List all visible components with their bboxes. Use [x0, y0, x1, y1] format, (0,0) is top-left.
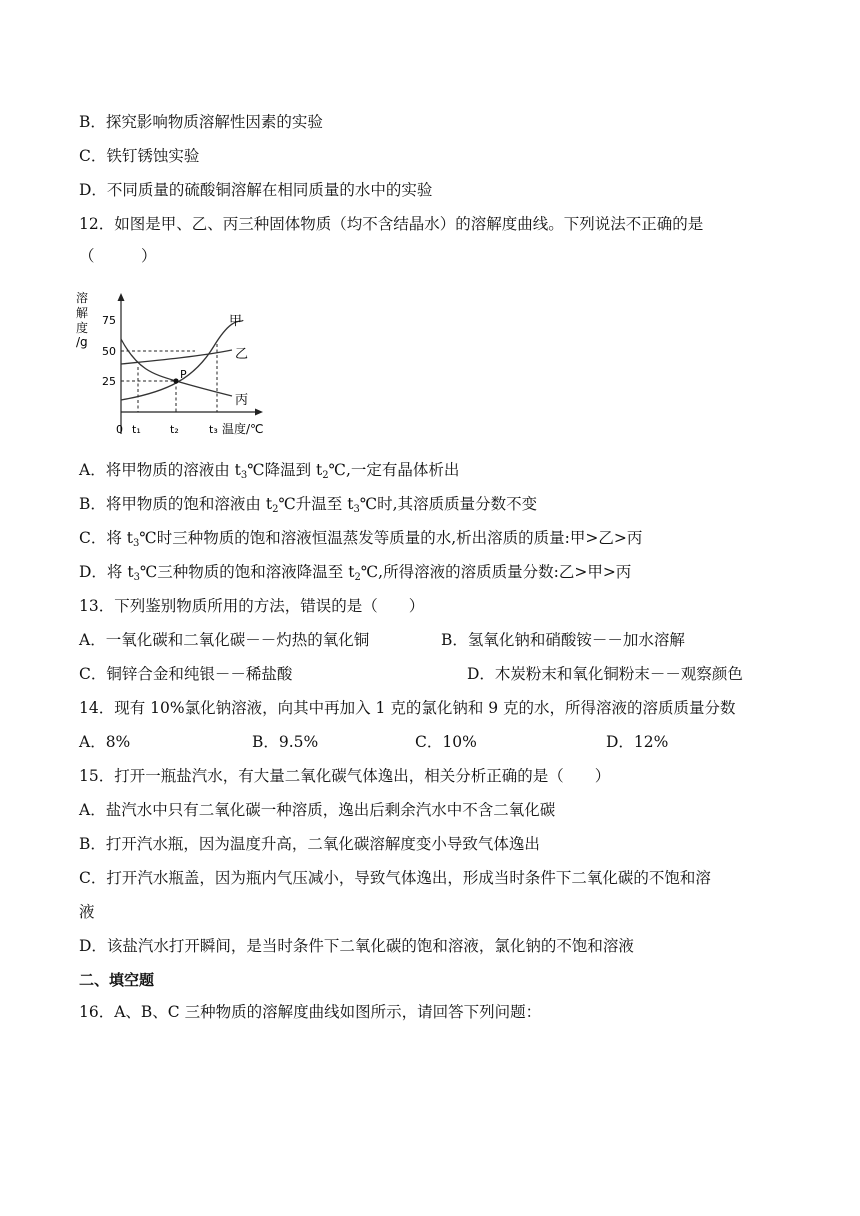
q11-option-b: B．探究影响物质溶解性因素的实验	[79, 113, 323, 131]
q13-option-a: A．一氧化碳和二氧化碳－－灼热的氧化铜	[79, 631, 370, 649]
q12-stem: 12．如图是甲、乙、丙三种固体物质（均不含结晶水）的溶解度曲线。下列说法不正确的是	[79, 215, 704, 233]
xtick-t3: t₃	[209, 423, 218, 436]
q12-answer-paren: （ ）	[79, 247, 157, 265]
ylabel-2: 解	[76, 306, 89, 320]
xtick-0: 0	[116, 423, 123, 436]
q13-option-c: C．铜锌合金和纯银－－稀盐酸	[79, 665, 293, 683]
q11-option-c: C．铁钉锈蚀实验	[79, 147, 200, 165]
q15-stem: 15．打开一瓶盐汽水，有大量二氧化碳气体逸出，相关分析正确的是（ ）	[79, 767, 611, 785]
xtick-t2: t₂	[170, 423, 179, 436]
ytick-25: 25	[102, 375, 116, 388]
q12-option-c: C．将 $t_3℃$时三种物质的饱和溶液恒温蒸发等质量的水,析出溶质的质量:甲>乙>丙	[79, 529, 643, 549]
q14-option-b: B．9.5%	[252, 733, 319, 751]
x-axis-arrow	[255, 409, 263, 416]
q14-option-a: A．8%	[79, 733, 131, 751]
curve-jia	[121, 320, 243, 400]
label-jia: 甲	[229, 314, 243, 329]
q13-option-d: D．木炭粉末和氧化铜粉末－－观察颜色	[467, 665, 743, 683]
xlabel: 温度/℃	[222, 422, 264, 436]
label-p: P	[180, 368, 187, 381]
point-p	[173, 378, 178, 383]
xtick-t1: t₁	[132, 423, 141, 436]
q15-option-a: A．盐汽水中只有二氧化碳一种溶质，逸出后剩余汽水中不含二氧化碳	[79, 801, 556, 819]
q11-option-d: D．不同质量的硫酸铜溶解在相同质量的水中的实验	[79, 181, 433, 199]
q14-option-c: C．10%	[415, 733, 477, 751]
label-yi: 乙	[235, 347, 249, 362]
q15-option-c-line2: 液	[79, 903, 95, 921]
ytick-75: 75	[102, 314, 116, 327]
q15-option-d: D．该盐汽水打开瞬间，是当时条件下二氧化碳的饱和溶液，氯化钠的不饱和溶液	[79, 937, 634, 955]
solubility-graph	[72, 284, 282, 442]
q14-option-d: D．12%	[606, 733, 669, 751]
q12-option-b: B．将甲物质的饱和溶液由 $t_2℃$升温至 $t_3℃$时,其溶质质量分数不变	[79, 495, 538, 515]
q13-stem: 13．下列鉴别物质所用的方法，错误的是（ ）	[79, 597, 425, 615]
q14-stem: 14．现有 10%氯化钠溶液，向其中再加入 1 克的氯化钠和 9 克的水，所得溶液的溶质质量分数	[79, 699, 736, 717]
q15-option-b: B．打开汽水瓶，因为温度升高，二氧化碳溶解度变小导致气体逸出	[79, 835, 540, 853]
ylabel-4: /g	[76, 335, 88, 349]
ytick-50: 50	[102, 345, 116, 358]
label-bing: 丙	[235, 393, 249, 408]
q15-option-c-line1: C．打开汽水瓶盖，因为瓶内气压减小，导致气体逸出，形成当时条件下二氧化碳的不饱和溶	[79, 869, 711, 887]
q12-option-a: A．将甲物质的溶液由 $t_3℃$降温到 $t_2℃$,一定有晶体析出	[79, 461, 460, 481]
q12-option-d: D．将 $t_3℃$三种物质的饱和溶液降温至 $t_2℃$,所得溶液的溶质质量分数:乙>甲>丙	[79, 563, 632, 583]
section-title: 二、填空题	[79, 971, 155, 989]
q16-stem: 16．A、B、C 三种物质的溶解度曲线如图所示，请回答下列问题：	[79, 1003, 542, 1021]
ylabel-1: 溶	[76, 291, 89, 305]
q13-option-b: B．氢氧化钠和硝酸铵－－加水溶解	[441, 631, 685, 649]
y-axis-arrow	[118, 293, 125, 301]
ylabel-3: 度	[76, 321, 89, 335]
